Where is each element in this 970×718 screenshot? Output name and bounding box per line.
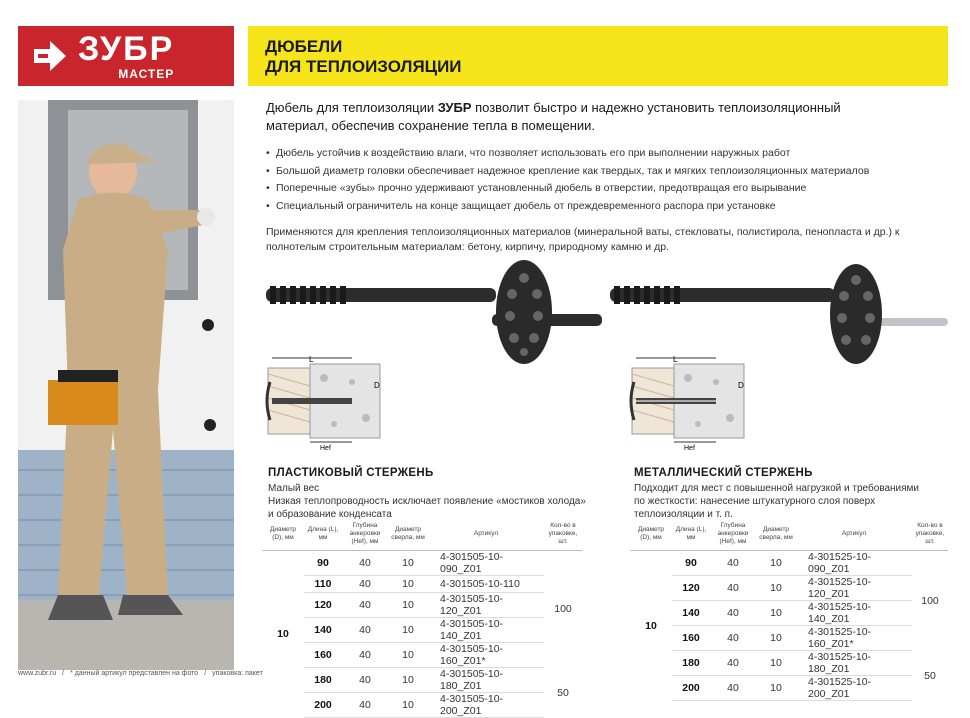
hef-cell: 40 bbox=[710, 651, 756, 676]
hef-cell: 40 bbox=[710, 576, 756, 601]
drill-cell: 10 bbox=[388, 551, 428, 576]
length-label: L bbox=[673, 355, 678, 364]
drill-cell: 10 bbox=[756, 576, 796, 601]
table-row bbox=[630, 601, 948, 626]
title-line-1: ДЮБЕЛИ bbox=[265, 37, 343, 56]
article-cell: 4-301525-10-140_Z01 bbox=[796, 601, 912, 626]
diameter-label: D bbox=[374, 381, 380, 390]
article-cell: 4-301505-10-160_Z01* bbox=[428, 643, 544, 668]
diameter-label: D bbox=[738, 381, 744, 390]
table-row bbox=[262, 693, 582, 718]
diameter-cell: 10 bbox=[645, 619, 657, 632]
brand-sub: МАСТЕР bbox=[118, 67, 175, 81]
footer-pack: упаковка: пакет bbox=[212, 670, 263, 677]
table-row bbox=[262, 618, 582, 643]
drill-cell: 10 bbox=[756, 676, 796, 701]
table-row bbox=[262, 576, 582, 593]
footer-sep: / bbox=[62, 670, 65, 677]
brand-name: ЗУБР bbox=[78, 30, 175, 68]
plastic-desc bbox=[268, 482, 588, 521]
article-cell: 4-301505-10-200_Z01 bbox=[428, 693, 544, 718]
footer bbox=[18, 670, 263, 677]
intro-text bbox=[266, 99, 906, 135]
table-row bbox=[630, 651, 948, 676]
length-cell: 180 bbox=[672, 651, 710, 676]
qty-cell: 100 bbox=[921, 594, 939, 607]
length-label: L bbox=[309, 355, 314, 364]
plastic-desc-2: Низкая теплопроводность исключает появление «мостиков холода» и образование конденсата bbox=[268, 496, 586, 520]
article-cell: 4-301505-10-140_Z01 bbox=[428, 618, 544, 643]
title-line-2: ДЛЯ ТЕПЛОИЗОЛЯЦИИ bbox=[265, 57, 462, 76]
feature-item: • Специальный ограничитель на конце защищает дюбель от преждевременного распора при установке bbox=[266, 198, 946, 216]
article-cell: 4-301525-10-090_Z01 bbox=[796, 551, 912, 576]
footer-sep: / bbox=[204, 670, 207, 677]
length-cell: 110 bbox=[304, 576, 342, 593]
plastic-install-diagram bbox=[262, 352, 392, 452]
intro-brand: ЗУБР bbox=[437, 100, 472, 115]
article-cell: 4-301505-10-180_Z01 bbox=[428, 668, 544, 693]
col-length: Длина (L), мм bbox=[304, 520, 342, 551]
table-row bbox=[262, 668, 582, 693]
col-diameter: Диаметр (D), мм bbox=[262, 520, 304, 551]
drill-cell: 10 bbox=[756, 651, 796, 676]
worker-photo bbox=[18, 100, 234, 670]
length-cell: 120 bbox=[304, 593, 342, 618]
metal-install-diagram bbox=[626, 352, 756, 452]
length-cell: 140 bbox=[304, 618, 342, 643]
metal-title: МЕТАЛЛИЧЕСКИЙ СТЕРЖЕНЬ bbox=[634, 467, 813, 479]
feature-item: • Поперечные «зубы» прочно удерживают установленный дюбель в отверстии, предотвращая его вырывание bbox=[266, 180, 946, 198]
hef-cell: 40 bbox=[342, 593, 388, 618]
brand-arrow-icon bbox=[32, 37, 70, 75]
footer-note: * данный артикул представлен на фото bbox=[70, 670, 199, 677]
intro-post: позволит быстро и надежно установить теплоизоляционный материал, обеспечив сохранение тепла в помещении. bbox=[266, 100, 841, 133]
drill-cell: 10 bbox=[388, 668, 428, 693]
table-row bbox=[262, 551, 582, 576]
hef-cell: 40 bbox=[342, 668, 388, 693]
length-cell: 180 bbox=[304, 668, 342, 693]
col-article: Артикул bbox=[796, 520, 912, 551]
article-cell: 4-301525-10-180_Z01 bbox=[796, 651, 912, 676]
plastic-title: ПЛАСТИКОВЫЙ СТЕРЖЕНЬ bbox=[268, 467, 434, 479]
hef-label: Hef bbox=[684, 445, 695, 452]
length-cell: 160 bbox=[304, 643, 342, 668]
hef-cell: 40 bbox=[342, 576, 388, 593]
article-cell: 4-301505-10-120_Z01 bbox=[428, 593, 544, 618]
length-cell: 200 bbox=[672, 676, 710, 701]
hef-cell: 40 bbox=[342, 618, 388, 643]
length-cell: 140 bbox=[672, 601, 710, 626]
feature-item: • Большой диаметр головки обеспечивает надежное крепление как твердых, так и мягких теплоизоляционных материалов bbox=[266, 163, 946, 181]
table-row bbox=[262, 593, 582, 618]
drill-cell: 10 bbox=[388, 576, 428, 593]
length-cell: 160 bbox=[672, 626, 710, 651]
article-cell: 4-301505-10-110 bbox=[428, 576, 544, 593]
hef-cell: 40 bbox=[342, 643, 388, 668]
feature-item: • Дюбель устойчив к воздействию влаги, что позволяет использовать его при выполнении наружных работ bbox=[266, 145, 946, 163]
col-hef: Глубина анкеровки (Hef), мм bbox=[710, 520, 756, 551]
hef-cell: 40 bbox=[710, 676, 756, 701]
drill-cell: 10 bbox=[388, 618, 428, 643]
drill-cell: 10 bbox=[756, 551, 796, 576]
intro-pre: Дюбель для теплоизоляции bbox=[266, 100, 438, 115]
hef-cell: 40 bbox=[710, 601, 756, 626]
qty-cell: 50 bbox=[557, 686, 569, 699]
application-text: Применяются для крепления теплоизоляционных материалов (минеральной ваты, стекловаты, полистирола, пенопласта и др.) к полнотелым строительным материалам: бетону, кирпичу, природному камню и др. bbox=[266, 226, 900, 253]
drill-cell: 10 bbox=[388, 593, 428, 618]
col-hef: Глубина анкеровки (Hef), мм bbox=[342, 520, 388, 551]
length-cell: 120 bbox=[672, 576, 710, 601]
metal-spec-table bbox=[630, 520, 948, 701]
metal-desc-1: Подходит для мест с повышенной нагрузкой и требованиями bbox=[634, 483, 920, 494]
hef-cell: 40 bbox=[710, 551, 756, 576]
length-cell: 90 bbox=[672, 551, 710, 576]
drill-cell: 10 bbox=[388, 643, 428, 668]
hef-cell: 40 bbox=[342, 693, 388, 718]
col-drill: Диаметр сверла, мм bbox=[756, 520, 796, 551]
col-qty: Кол-во в упаковке, шт. bbox=[912, 520, 948, 551]
qty-cell: 50 bbox=[924, 669, 936, 682]
drill-cell: 10 bbox=[756, 626, 796, 651]
footer-site: www.zubr.ru bbox=[18, 670, 57, 677]
length-cell: 90 bbox=[304, 551, 342, 576]
table-row bbox=[262, 643, 582, 668]
article-cell: 4-301505-10-090_Z01 bbox=[428, 551, 544, 576]
diameter-cell: 10 bbox=[277, 628, 289, 641]
plastic-spec-table bbox=[262, 520, 582, 718]
article-cell: 4-301525-10-120_Z01 bbox=[796, 576, 912, 601]
plastic-desc-1: Малый вес bbox=[268, 483, 320, 494]
col-length: Длина (L), мм bbox=[672, 520, 710, 551]
hef-cell: 40 bbox=[342, 551, 388, 576]
hef-label: Hef bbox=[320, 445, 331, 452]
table-row bbox=[630, 626, 948, 651]
drill-cell: 10 bbox=[756, 601, 796, 626]
metal-desc-2: по жесткости: нанесение штукатурного слоя поверх теплоизоляции и т. п. bbox=[634, 496, 876, 520]
brand-logo bbox=[18, 26, 234, 86]
article-cell: 4-301525-10-160_Z01* bbox=[796, 626, 912, 651]
feature-list bbox=[266, 145, 946, 215]
col-drill: Диаметр сверла, мм bbox=[388, 520, 428, 551]
page-title bbox=[248, 26, 948, 86]
col-article: Артикул bbox=[428, 520, 544, 551]
hef-cell: 40 bbox=[710, 626, 756, 651]
table-row bbox=[630, 551, 948, 576]
article-cell: 4-301525-10-200_Z01 bbox=[796, 676, 912, 701]
table-row bbox=[630, 576, 948, 601]
col-diameter: Диаметр (D), мм bbox=[630, 520, 672, 551]
length-cell: 200 bbox=[304, 693, 342, 718]
table-row bbox=[630, 676, 948, 701]
metal-desc bbox=[634, 482, 934, 521]
drill-cell: 10 bbox=[388, 693, 428, 718]
qty-cell: 100 bbox=[554, 603, 572, 616]
col-qty: Кол-во в упаковке, шт. bbox=[544, 520, 582, 551]
